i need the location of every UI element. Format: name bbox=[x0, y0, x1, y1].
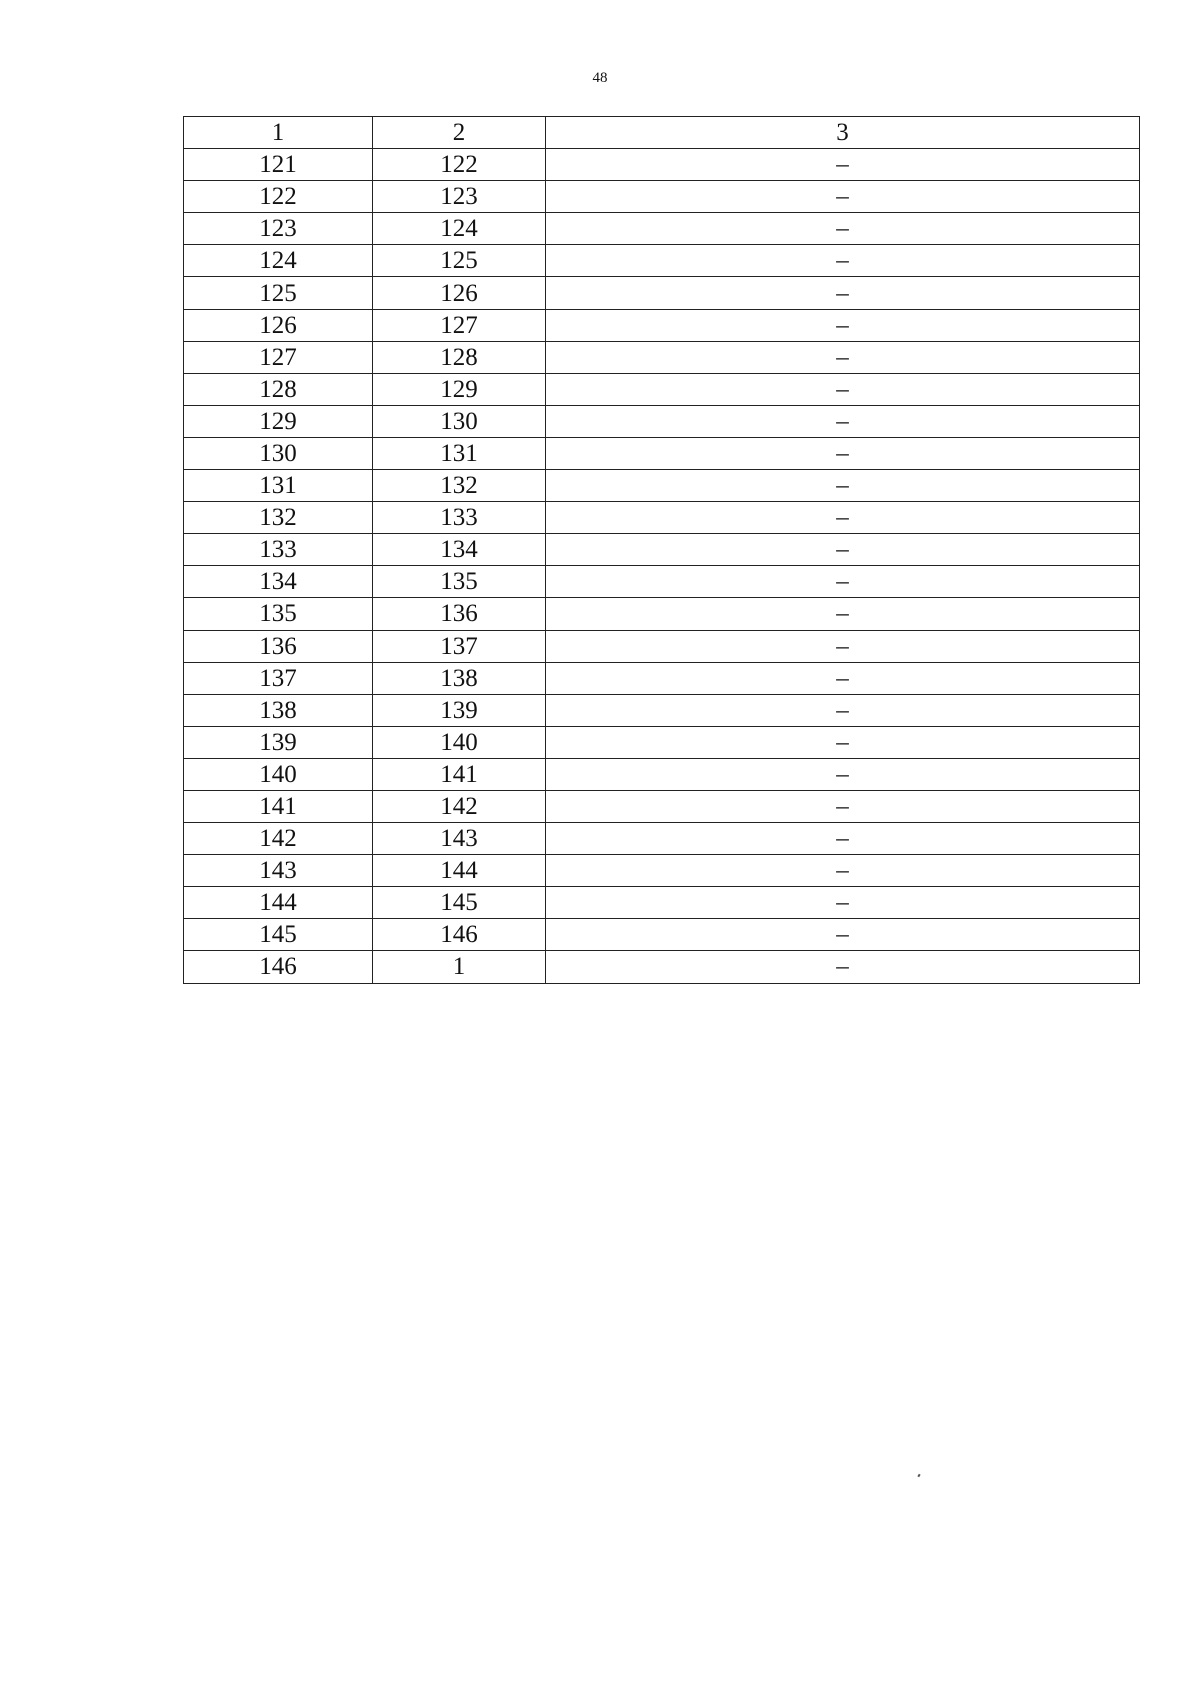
table-row bbox=[184, 181, 1140, 213]
table-cell-col-1: 139 bbox=[184, 726, 373, 758]
table-cell-col-2: 137 bbox=[373, 630, 546, 662]
table-row bbox=[184, 373, 1140, 405]
table-row bbox=[184, 758, 1140, 790]
table-row bbox=[184, 534, 1140, 566]
table-cell-col-1: 125 bbox=[184, 277, 373, 309]
table-cell-col-3: – bbox=[546, 181, 1140, 213]
table-cell-col-2: 128 bbox=[373, 341, 546, 373]
table-row bbox=[184, 662, 1140, 694]
table-cell-col-3: – bbox=[546, 149, 1140, 181]
table-row bbox=[184, 598, 1140, 630]
table-row bbox=[184, 277, 1140, 309]
table-cell-col-1: 140 bbox=[184, 758, 373, 790]
table-cell-col-3: – bbox=[546, 373, 1140, 405]
table-cell-col-3: – bbox=[546, 309, 1140, 341]
table-cell-col-1: 141 bbox=[184, 790, 373, 822]
table-cell-col-2: 139 bbox=[373, 694, 546, 726]
table-cell-col-1: 146 bbox=[184, 951, 373, 983]
table-cell-col-1: 137 bbox=[184, 662, 373, 694]
table-row bbox=[184, 887, 1140, 919]
table-cell-col-1: 144 bbox=[184, 887, 373, 919]
table-cell-col-3: – bbox=[546, 855, 1140, 887]
table-cell-col-2: 142 bbox=[373, 790, 546, 822]
table-cell-col-2: 145 bbox=[373, 887, 546, 919]
table-row bbox=[184, 823, 1140, 855]
table-row bbox=[184, 149, 1140, 181]
table-cell-col-1: 123 bbox=[184, 213, 373, 245]
header-cell-2: 2 bbox=[373, 117, 546, 149]
table-cell-col-1: 127 bbox=[184, 341, 373, 373]
table-row bbox=[184, 566, 1140, 598]
table-row bbox=[184, 790, 1140, 822]
table-cell-col-3: – bbox=[546, 598, 1140, 630]
table-cell-col-3: – bbox=[546, 919, 1140, 951]
table-cell-col-3: – bbox=[546, 534, 1140, 566]
table-cell-col-1: 128 bbox=[184, 373, 373, 405]
table-cell-col-1: 138 bbox=[184, 694, 373, 726]
table-cell-col-1: 126 bbox=[184, 309, 373, 341]
table-cell-col-2: 130 bbox=[373, 405, 546, 437]
table-cell-col-2: 136 bbox=[373, 598, 546, 630]
table-cell-col-2: 122 bbox=[373, 149, 546, 181]
table-cell-col-2: 146 bbox=[373, 919, 546, 951]
table-cell-col-3: – bbox=[546, 726, 1140, 758]
table-cell-col-3: – bbox=[546, 437, 1140, 469]
table-cell-col-2: 131 bbox=[373, 437, 546, 469]
table-cell-col-1: 136 bbox=[184, 630, 373, 662]
table-cell-col-1: 129 bbox=[184, 405, 373, 437]
table-cell-col-2: 138 bbox=[373, 662, 546, 694]
page-number: 48 bbox=[592, 70, 608, 86]
table-cell-col-2: 141 bbox=[373, 758, 546, 790]
table-row bbox=[184, 405, 1140, 437]
table-row bbox=[184, 309, 1140, 341]
data-table bbox=[183, 116, 1140, 984]
table-cell-col-1: 145 bbox=[184, 919, 373, 951]
table-cell-col-2: 125 bbox=[373, 245, 546, 277]
table-header-row bbox=[184, 117, 1140, 149]
table-cell-col-3: – bbox=[546, 213, 1140, 245]
table-cell-col-2: 123 bbox=[373, 181, 546, 213]
table-cell-col-3: – bbox=[546, 277, 1140, 309]
table-cell-col-3: – bbox=[546, 951, 1140, 983]
header-cell-3: 3 bbox=[546, 117, 1140, 149]
header-cell-1: 1 bbox=[184, 117, 373, 149]
table-row bbox=[184, 630, 1140, 662]
table-cell-col-3: – bbox=[546, 694, 1140, 726]
table-cell-col-1: 131 bbox=[184, 470, 373, 502]
table-cell-col-3: – bbox=[546, 790, 1140, 822]
table-row bbox=[184, 437, 1140, 469]
table-cell-col-2: 135 bbox=[373, 566, 546, 598]
table-cell-col-3: – bbox=[546, 502, 1140, 534]
table-row bbox=[184, 502, 1140, 534]
table-cell-col-3: – bbox=[546, 630, 1140, 662]
table-cell-col-3: – bbox=[546, 566, 1140, 598]
table-cell-col-2: 127 bbox=[373, 309, 546, 341]
table-row bbox=[184, 951, 1140, 983]
table-cell-col-1: 121 bbox=[184, 149, 373, 181]
table-cell-col-1: 135 bbox=[184, 598, 373, 630]
table-cell-col-1: 132 bbox=[184, 502, 373, 534]
table-cell-col-2: 1 bbox=[373, 951, 546, 983]
table-cell-col-1: 142 bbox=[184, 823, 373, 855]
table-row bbox=[184, 213, 1140, 245]
table-cell-col-1: 124 bbox=[184, 245, 373, 277]
table-cell-col-2: 124 bbox=[373, 213, 546, 245]
table-cell-col-1: 122 bbox=[184, 181, 373, 213]
scan-speck bbox=[917, 1474, 920, 1478]
table-row bbox=[184, 919, 1140, 951]
table-cell-col-2: 133 bbox=[373, 502, 546, 534]
table-cell-col-3: – bbox=[546, 470, 1140, 502]
table-cell-col-1: 143 bbox=[184, 855, 373, 887]
table-cell-col-2: 143 bbox=[373, 823, 546, 855]
table-cell-col-3: – bbox=[546, 887, 1140, 919]
table-cell-col-2: 144 bbox=[373, 855, 546, 887]
table-cell-col-1: 130 bbox=[184, 437, 373, 469]
table-cell-col-1: 134 bbox=[184, 566, 373, 598]
table-cell-col-3: – bbox=[546, 662, 1140, 694]
table-row bbox=[184, 245, 1140, 277]
table-cell-col-2: 129 bbox=[373, 373, 546, 405]
table-cell-col-3: – bbox=[546, 341, 1140, 373]
table-cell-col-3: – bbox=[546, 245, 1140, 277]
table-cell-col-2: 134 bbox=[373, 534, 546, 566]
table-cell-col-1: 133 bbox=[184, 534, 373, 566]
table-row bbox=[184, 470, 1140, 502]
table-cell-col-3: – bbox=[546, 405, 1140, 437]
table-cell-col-2: 140 bbox=[373, 726, 546, 758]
table-cell-col-2: 132 bbox=[373, 470, 546, 502]
table-row bbox=[184, 855, 1140, 887]
table-row bbox=[184, 694, 1140, 726]
table-cell-col-3: – bbox=[546, 823, 1140, 855]
table-body bbox=[184, 117, 1140, 984]
table-row bbox=[184, 726, 1140, 758]
table-cell-col-2: 126 bbox=[373, 277, 546, 309]
table-row bbox=[184, 341, 1140, 373]
table-cell-col-3: – bbox=[546, 758, 1140, 790]
